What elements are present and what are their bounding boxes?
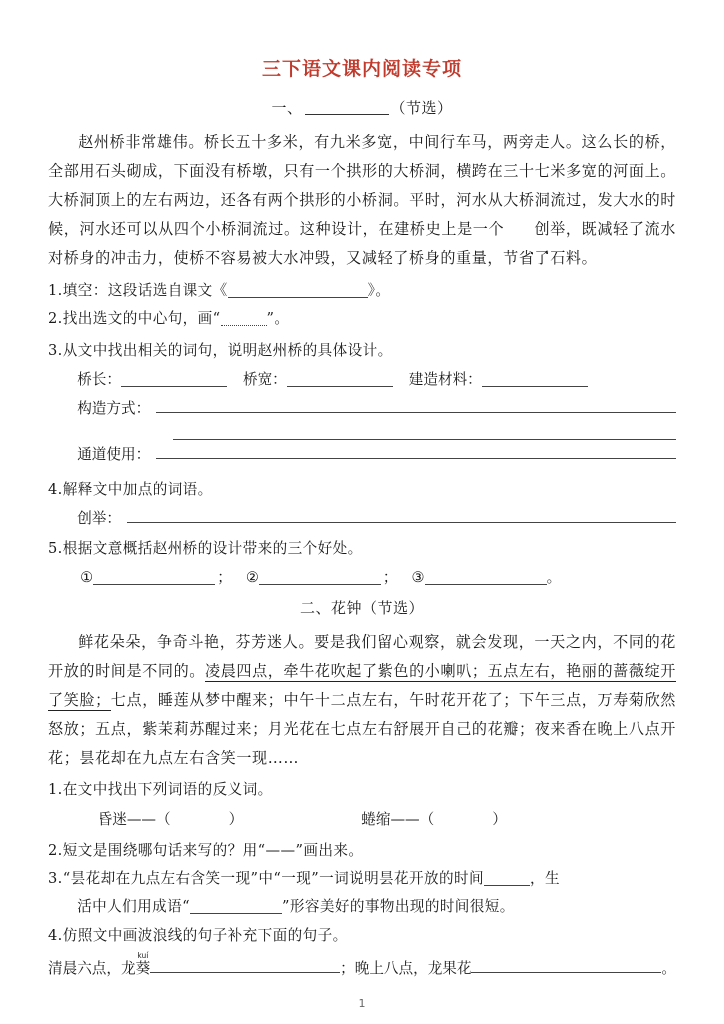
question-2-3-number: 3. bbox=[48, 869, 63, 887]
field-chuangju-row bbox=[48, 504, 676, 534]
field-bridge-length-label: 桥长： bbox=[77, 371, 121, 389]
question-2-1-answer-row bbox=[48, 805, 676, 836]
question-1-2-text-before: 找出选文的中心句，画“ bbox=[62, 310, 221, 328]
passage-two-underlined: 凌晨四点，牵牛花吹起了紫色的小喇叭；五点左右，艳丽的蔷薇绽开了笑脸； bbox=[48, 661, 676, 709]
answer-item-1-sep: ； bbox=[217, 569, 232, 587]
answer-item-2-marker: ② bbox=[245, 569, 259, 587]
question-2-2-number: 2. bbox=[48, 841, 63, 859]
question-1-2-number: 2. bbox=[48, 310, 63, 328]
field-bridge-width bbox=[243, 365, 393, 394]
question-2-4 bbox=[48, 922, 676, 949]
antonym-open-paren-1: （ bbox=[156, 810, 171, 828]
fill-line-end: 。 bbox=[661, 959, 677, 977]
question-2-4-text: 仿照文中画波浪线的句子补充下面的句子。 bbox=[62, 927, 348, 945]
answer-item-3-sep: 。 bbox=[546, 569, 562, 587]
question-2-2 bbox=[48, 837, 676, 864]
question-1-4-number: 4. bbox=[48, 480, 63, 498]
question-1-1-text-before: 填空：这段话选自课文《 bbox=[62, 281, 228, 299]
question-1-3-fields-row bbox=[48, 365, 676, 394]
question-1-5 bbox=[48, 535, 676, 562]
question-2-3-blank-1[interactable] bbox=[484, 871, 530, 886]
passage-one-part-b: ，既减轻了流水对桥身的冲击力，使桥不容易被大水冲毁，又减轻了桥身的重量，节省了石料。 bbox=[48, 219, 676, 267]
question-2-3-blank-2[interactable] bbox=[190, 900, 282, 915]
ruby-base-kui: 葵 bbox=[135, 959, 151, 977]
question-2-3-line2-before: 活中人们用成语“ bbox=[77, 898, 191, 916]
question-1-1-text-after: 》。 bbox=[367, 281, 391, 299]
field-structure-blank-line-2[interactable] bbox=[173, 424, 676, 440]
question-2-4-number: 4. bbox=[48, 927, 63, 945]
question-2-1 bbox=[48, 776, 676, 803]
fill-line-separator: ； bbox=[340, 959, 355, 977]
field-structure-label: 构造方式： bbox=[77, 400, 151, 418]
answer-item-1-blank[interactable] bbox=[93, 571, 215, 586]
question-2-3-line2-after: ”形容美好的事物出现的时间很短。 bbox=[282, 898, 515, 916]
field-chuangju-label: 创举： bbox=[77, 510, 121, 528]
antonym-dash-2: —— bbox=[390, 810, 420, 828]
question-2-1-text: 在文中找出下列词语的反义词。 bbox=[62, 781, 273, 799]
page-number: 1 bbox=[358, 997, 366, 1010]
answer-item-2 bbox=[246, 563, 412, 592]
ruby-kui bbox=[135, 950, 151, 977]
fill-line-blank-1[interactable] bbox=[150, 958, 340, 973]
section-two-passage bbox=[48, 628, 676, 773]
question-1-1-answer-blank[interactable] bbox=[228, 283, 368, 298]
field-structure-continuation-row bbox=[48, 424, 676, 440]
question-1-5-text: 根据文意概括赵州桥的设计带来的三个好处。 bbox=[62, 540, 363, 558]
page-title: 三下语文课内阅读专项 bbox=[261, 58, 462, 80]
passage-two-part-a: 鲜花朵朵，争奇斗艳，芬芳迷人。要是我们留心观察，就会发现，一天之内，不同的花开放的时间是不同的。 bbox=[48, 632, 676, 680]
antonym-word-2: 蜷缩 bbox=[361, 810, 391, 828]
question-2-3-line2 bbox=[48, 893, 676, 921]
field-passage-use-row bbox=[48, 440, 676, 470]
answer-item-3 bbox=[412, 563, 562, 592]
antonym-word-1: 昏迷 bbox=[97, 810, 127, 828]
answer-item-3-marker: ③ bbox=[411, 569, 425, 587]
fill-line-seg1-text: 清晨六点，龙 bbox=[48, 959, 136, 977]
section-two-heading: 二、花钟（节选） bbox=[299, 598, 424, 617]
question-1-1 bbox=[48, 277, 676, 304]
question-1-4 bbox=[48, 476, 676, 503]
field-bridge-length-blank[interactable] bbox=[121, 372, 227, 387]
field-build-material bbox=[409, 365, 588, 394]
field-passage-use-blank[interactable] bbox=[156, 444, 676, 459]
question-1-2-mark-blank[interactable] bbox=[221, 311, 267, 326]
fill-line-segment-1 bbox=[48, 952, 150, 985]
section-one-heading bbox=[48, 97, 676, 118]
ruby-pinyin-kui: kuí bbox=[135, 950, 151, 960]
question-1-3-text: 从文中找出相关的词句，说明赵州桥的具体设计。 bbox=[62, 341, 393, 359]
section-one-passage bbox=[48, 128, 676, 273]
question-2-3-line1-after: ，生 bbox=[530, 869, 561, 887]
antonym-pair-2 bbox=[361, 805, 507, 836]
field-chuangju-blank[interactable] bbox=[127, 508, 676, 523]
antonym-dash-1: —— bbox=[126, 810, 157, 828]
question-1-3 bbox=[48, 337, 676, 364]
question-1-2-text-after: ”。 bbox=[266, 310, 290, 328]
fill-line-blank-2[interactable] bbox=[471, 958, 661, 973]
answer-item-2-sep: ； bbox=[382, 569, 398, 587]
field-build-material-label: 建造材料： bbox=[408, 371, 482, 389]
section-one-heading-prefix: 一、 bbox=[271, 99, 303, 117]
answer-item-1 bbox=[80, 563, 246, 592]
antonym-open-paren-2: （ bbox=[419, 810, 435, 828]
passage-one-part-a: 赵州桥非常雄伟。桥长五十多米，有九米多宽，中间行车马，两旁走人。这么长的桥，全部用石头砌成，下面没有桥墩，只有一个拱形的大桥洞，横跨在三十七米多宽的河面上。大桥洞顶上的左右两边，还各有两个拱形的小桥洞。平时，河水从大桥洞流过，发大水的时候，河水还可以从四个小桥洞流过。这种设计，在建桥史上是一个 bbox=[48, 133, 676, 238]
field-passage-use-label: 通道使用： bbox=[77, 445, 151, 463]
answer-item-2-blank[interactable] bbox=[259, 571, 381, 586]
section-one-title-blank[interactable] bbox=[305, 100, 389, 115]
answer-item-3-blank[interactable] bbox=[425, 571, 547, 586]
field-bridge-width-label: 桥宽： bbox=[242, 371, 287, 389]
field-structure-continuation-spacer bbox=[77, 424, 173, 440]
question-1-4-text: 解释文中加点的词语。 bbox=[62, 480, 213, 498]
antonym-close-paren-2: ） bbox=[492, 810, 507, 828]
field-bridge-length bbox=[77, 365, 227, 394]
passage-two-part-b: 七点，睡莲从梦中醒来；中午十二点左右，午时花开花了；下午三点，万寿菊欣然怒放；五点，紫茉莉苏醒过来；月光花在七点左右舒展开自己的花瓣；夜来香在晚上八点开花；昙花却在九点左右含笑一现…… bbox=[48, 690, 676, 767]
emphasized-word-chuangju: 创举 · · bbox=[504, 215, 566, 244]
section-one-heading-suffix: （节选） bbox=[390, 99, 453, 117]
question-1-5-number: 5. bbox=[48, 540, 63, 558]
antonym-close-paren-1: ） bbox=[228, 810, 244, 828]
question-1-1-number: 1. bbox=[48, 281, 63, 299]
question-1-3-number: 3. bbox=[48, 341, 63, 359]
question-2-3-line1-before: “昙花却在九点左右含笑一现”中“一现”一词说明昙花开放的时间 bbox=[62, 869, 485, 887]
field-bridge-width-blank[interactable] bbox=[287, 372, 393, 387]
antonym-pair-1 bbox=[98, 805, 244, 836]
question-1-5-answer-row bbox=[48, 563, 676, 592]
question-2-1-number: 1. bbox=[48, 781, 63, 799]
fill-line-seg2-text: 晚上八点，龙果花 bbox=[354, 959, 472, 977]
answer-item-1-marker: ① bbox=[80, 569, 94, 587]
question-2-3 bbox=[48, 865, 676, 892]
field-structure-blank[interactable] bbox=[156, 398, 676, 413]
field-build-material-blank[interactable] bbox=[482, 372, 588, 387]
question-2-4-answer-row bbox=[48, 952, 676, 985]
question-2-2-text: 短文是围绕哪句话来写的？用“——”画出来。 bbox=[62, 841, 364, 859]
field-structure-row bbox=[48, 394, 676, 424]
question-1-2 bbox=[48, 305, 676, 332]
